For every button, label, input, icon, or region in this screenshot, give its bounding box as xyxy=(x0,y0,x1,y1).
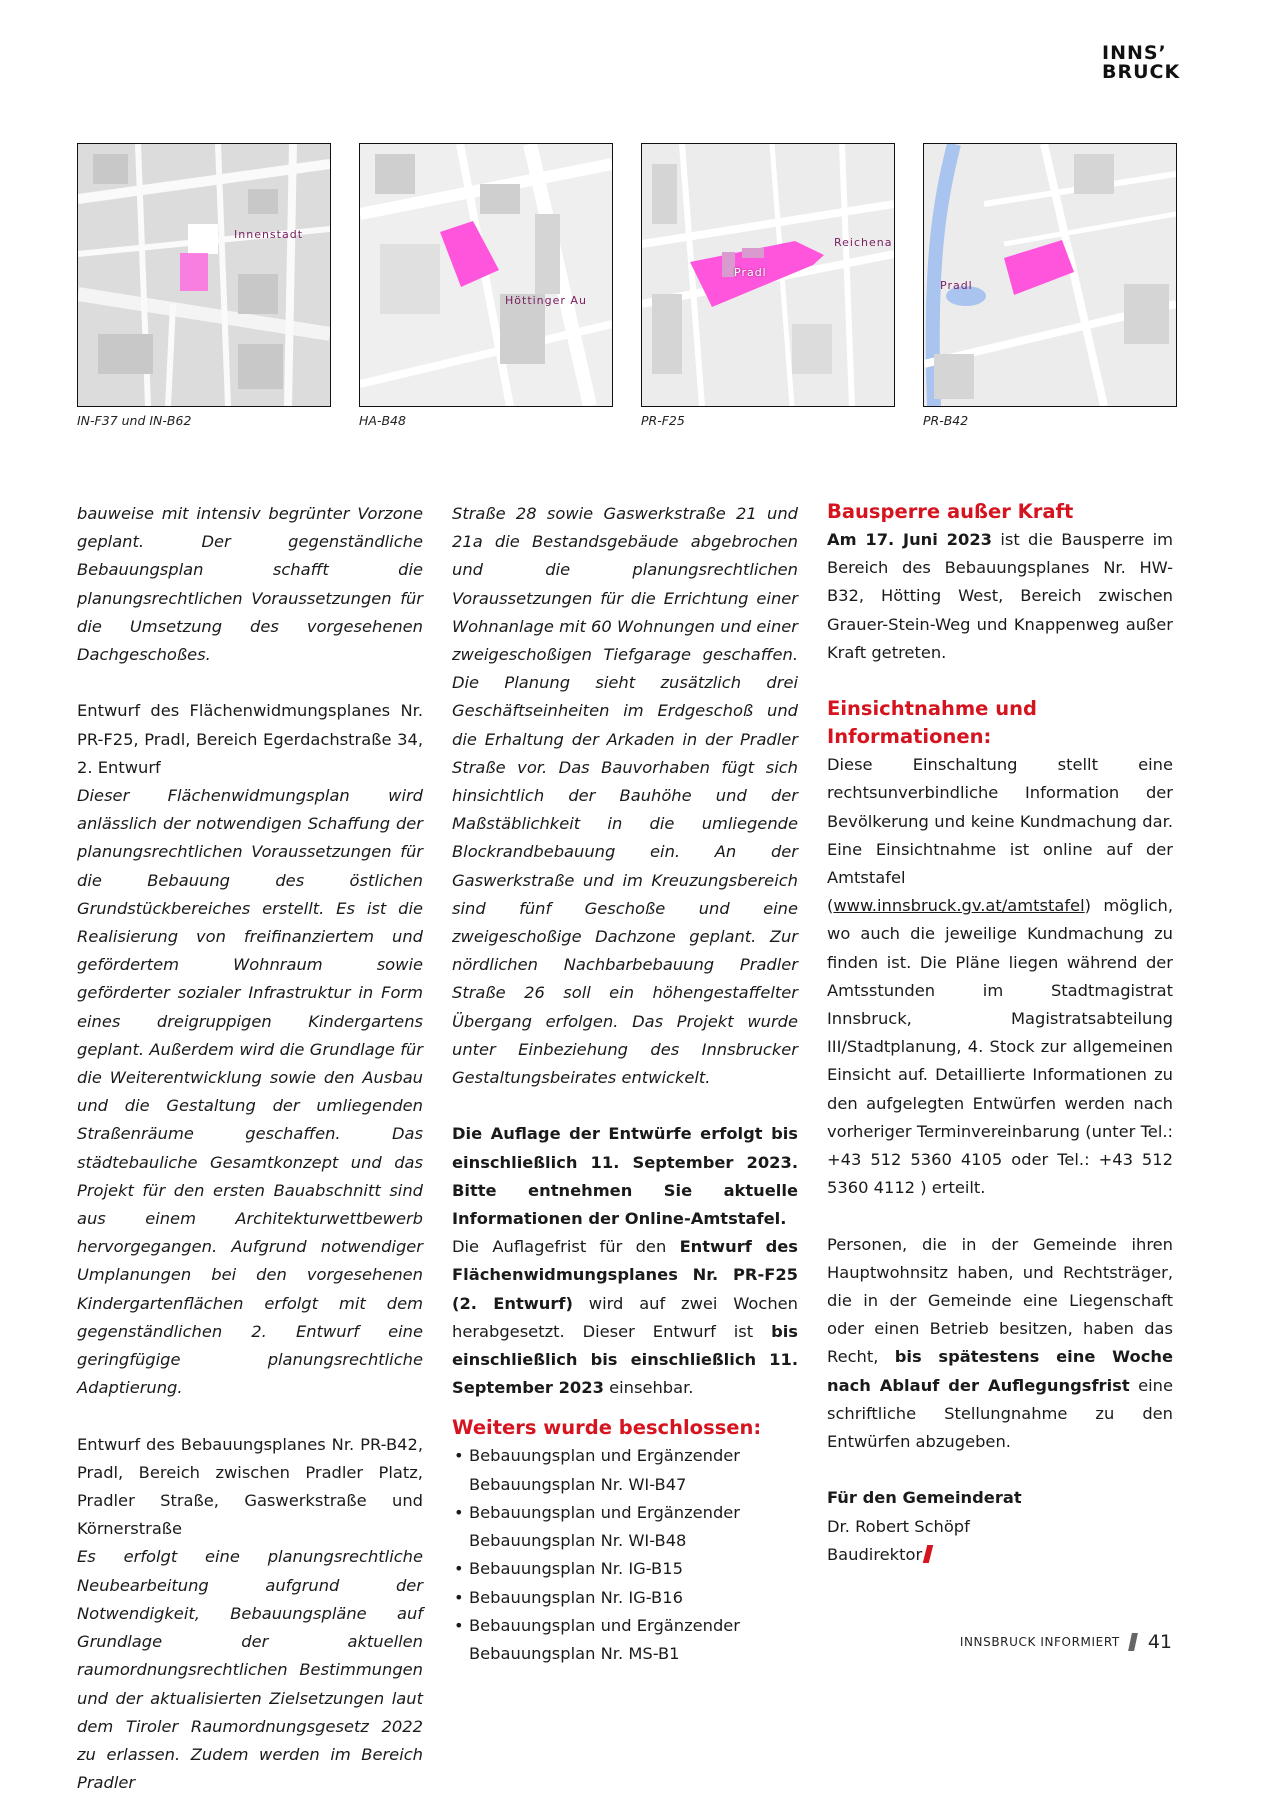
amtstafel-link[interactable]: www.innsbruck.gv.at/amtstafel xyxy=(833,896,1085,916)
street-map xyxy=(360,144,612,406)
signature-name: Dr. Robert Schöpf xyxy=(827,1516,970,1536)
column-1 xyxy=(77,500,423,1797)
innsbruck-logo xyxy=(1102,44,1180,82)
plan-area-highlight xyxy=(180,253,208,291)
text-run-bold: Entwurf des Flächenwidmungsplanes Nr. PR-F25 (2. Entwurf) xyxy=(452,1237,798,1313)
text-run: ) möglich, wo auch die jeweilige Kundmachung zu finden ist. Die Pläne liegen während der Amtsstunden im Stadtmagistrat Innsbruck, Magistratsabteilung III/Stadtplanung, 4. Stock zur allgemeinen Einsicht auf. Detaillierte Informationen zu den aufgelegten Entwürfen werden nach vorheriger Terminvereinbarung (unter Tel.: +43 512 5360 4105 oder Tel.: +43 512 5360 4112 ) erteilt. xyxy=(827,896,1173,1198)
paragraph xyxy=(827,526,1173,667)
auflagefrist-paragraph xyxy=(452,1233,798,1402)
text-run: einsehbar. xyxy=(603,1378,694,1398)
section-title-pr-f25: Entwurf des Flächenwidmungsplanes Nr. PR-F25, Pradl, Bereich Egerdachstraße 34, 2. Entwurf xyxy=(77,701,423,777)
notice-bold: Die Auflage der Entwürfe erfolgt bis einschließlich 11. September 2023. Bitte entnehmen Sie aktuelle Informationen der Online-Amtstafel. xyxy=(452,1124,798,1229)
text-run: Personen, die in der Gemeinde ihren Hauptwohnsitz haben, und Rechtsträger, die in der Gemeinde eine Liegenschaft oder einen Betrieb besitzen, haben das Recht, xyxy=(827,1234,1173,1367)
map-caption: IN-F37 und IN-B62 xyxy=(77,413,192,428)
text-run-bold: bis einschließlich bis einschließlich 11. September 2023 xyxy=(452,1321,798,1398)
map-caption: PR-B42 xyxy=(923,413,969,428)
text-run: wird auf zwei Wochen herabgesetzt. Dieser Entwurf ist xyxy=(452,1293,798,1341)
signature-title: Baudirektor xyxy=(827,1544,923,1564)
map-pr-b42 xyxy=(923,143,1177,407)
map-region-label: Pradl xyxy=(734,266,767,279)
paragraph: bauweise mit intensiv begrünter Vorzone geplant. Der gegenständliche Bebauungsplan schafft die planungsrechtlichen Voraussetzungen für die Umsetzung des vorgesehenen Dachgeschoßes. xyxy=(77,504,423,665)
map-strip xyxy=(77,143,1173,443)
paragraph: Dieser Flächenwidmungsplan wird anlässlich der notwendigen Schaffung der planungsrechtlichen Voraussetzungen für die Bebauung des östlichen Grundstückbereiches erstellt. Es ist die Realisierung von freifinanziertem und gefördertem Wohnraum sowie geförderter sozialer Infrastruktur in Form eines dreigruppigen Kindergartens geplant. Außerdem wird die Grundlage für die Weiterentwicklung sowie den Ausbau und die Gestaltung der umliegenden Straßenräume geschaffen. Das städtebauliche Gesamtkonzept und das Projekt für den ersten Bauabschnitt sind aus einem Architekturwettbewerb hervorgegangen. Aufgrund notwendiger Umplanungen bei den vorgesehenen Kindergartenflächen erfolgt mit dem gegenständlichen 2. Entwurf eine geringfügige planungsrechtliche Adaptierung. xyxy=(77,786,423,1398)
street-map xyxy=(78,144,330,406)
map-region-label: Höttinger Au xyxy=(505,294,587,307)
map-in-f37-in-b62 xyxy=(77,143,331,407)
resolution-list xyxy=(452,1442,798,1668)
text-run-bold: Am 17. Juni 2023 xyxy=(827,530,992,549)
list-item: • Bebauungsplan und Ergänzender Bebauungsplan Nr. MS-B1 xyxy=(452,1612,798,1668)
logo-line-2: BRUCK xyxy=(1102,61,1181,83)
map-ha-b48 xyxy=(359,143,613,407)
list-item: • Bebauungsplan und Ergänzender Bebauungsplan Nr. WI-B47 xyxy=(452,1442,798,1498)
section-title-pr-b42: Entwurf des Bebauungsplanes Nr. PR-B42, Pradl, Bereich zwischen Pradler Platz, Pradler Straße, Gaswerkstraße und Körnerstraße xyxy=(77,1434,423,1539)
paragraph xyxy=(827,1231,1173,1457)
paragraph: Straße 28 sowie Gaswerkstraße 21 und 21a die Bestandsgebäude abgebrochen und die planungsrechtlichen Voraussetzungen für die Errichtung einer Wohnanlage mit 60 Wohnungen und einer zweigeschoßigen Tiefgarage geschaffen. Die Planung sieht zusätzlich drei Geschäftseinheiten im Erdgeschoß und die Erhaltung der Arkaden in der Pradler Straße vor. Das Bauvorhaben fügt sich hinsichtlich der Bauhöhe und der Maßstäblichkeit in die umliegende Blockrandbebauung ein. An der Gaswerkstraße und im Kreuzungsbereich sind fünf Geschoße und eine zweigeschoßige Dachzone geplant. Zur nördlichen Nachbarbebauung Pradler Straße 26 soll ein höhengestaffelter Übergang erfolgen. Das Projekt wurde unter Einbeziehung des Innsbrucker Gestaltungsbeirates entwickelt. xyxy=(452,504,798,1088)
map-region-label: Innenstadt xyxy=(234,228,304,241)
list-item: • Bebauungsplan Nr. IG-B15 xyxy=(452,1555,798,1583)
page-number: 41 xyxy=(1147,1631,1172,1653)
text-run-bold: bis spätestens eine Woche nach Ablauf der Auflegungsfrist xyxy=(827,1347,1173,1395)
section-heading: Weiters wurde beschlossen: xyxy=(452,1416,762,1440)
page-footer xyxy=(960,1631,1172,1653)
street-map xyxy=(642,144,894,406)
list-item: • Bebauungsplan Nr. IG-B16 xyxy=(452,1584,798,1612)
map-caption: HA-B48 xyxy=(359,413,406,428)
text-run: Diese Einschaltung stellt eine rechtsunverbindliche Information der Bevölkerung und keine Kundmachung dar. Eine Einsichtnahme ist online auf der Amtstafel ( xyxy=(827,755,1173,916)
text-run: eine schriftliche Stellungnahme zu den Entwürfen abzugeben. xyxy=(827,1375,1173,1452)
column-3 xyxy=(827,498,1173,1569)
signature-title-line xyxy=(827,1541,1173,1569)
logo-line-1: INNS’ xyxy=(1102,42,1167,64)
text-run: ist die Bausperre im Bereich des Bebauungsplanes Nr. HW-B32, Hötting West, Bereich zwischen Grauer-Stein-Weg und Knappenweg außer Kraft getreten. xyxy=(827,530,1173,662)
map-caption: PR-F25 xyxy=(641,413,685,428)
section-heading: Bausperre außer Kraft xyxy=(827,500,1074,523)
column-2 xyxy=(452,500,798,1668)
paragraph xyxy=(827,751,1173,1202)
signature-org: Für den Gemeinderat xyxy=(827,1488,1022,1508)
list-item: • Bebauungsplan und Ergänzender Bebauungsplan Nr. WI-B48 xyxy=(452,1499,798,1555)
red-slash-icon xyxy=(923,1545,933,1563)
map-region-label-2: Reichena xyxy=(834,236,893,249)
text-run: Die Auflagefrist für den xyxy=(452,1237,680,1257)
paragraph: Es erfolgt eine planungsrechtliche Neubearbeitung aufgrund der Notwendigkeit, Bebauungspläne auf Grundlage der aktuellen raumordnungsrechtlichen Bestimmungen und der aktualisierten Zielsetzungen laut dem Tiroler Raumordnungsgesetz 2022 zu erlassen. Zudem werden im Bereich Pradler xyxy=(77,1547,423,1793)
publication-name: INNSBRUCK INFORMIERT xyxy=(959,1635,1120,1649)
section-heading: Einsichtnahme und Informationen: xyxy=(827,697,1037,749)
slash-divider-icon xyxy=(1128,1633,1138,1651)
map-region-label: Pradl xyxy=(940,279,973,292)
map-pr-f25 xyxy=(641,143,895,407)
street-map xyxy=(924,144,1176,406)
